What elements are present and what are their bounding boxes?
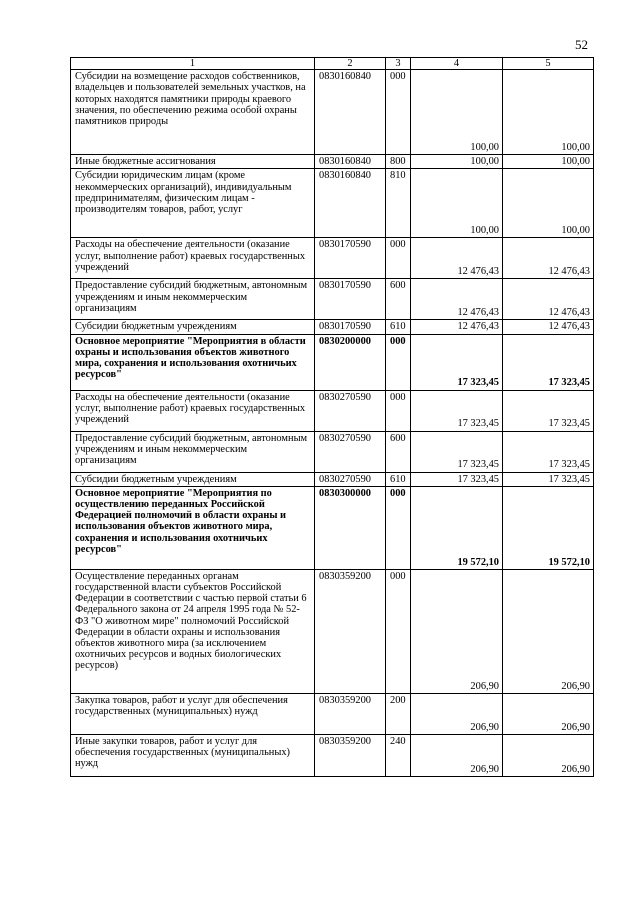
table-row: [71, 320, 594, 334]
column-header: 2: [315, 58, 386, 70]
row-name-cell: Субсидии юридическим лицам (кроме некоммерческих организаций), индивидуальным предпринимателям, физическим лицам - производителям товаров, работ, услуг: [71, 169, 315, 238]
row-amount-cell: 100,00: [411, 70, 503, 155]
row-amount-cell: 17 323,45: [411, 472, 503, 486]
table-row: [71, 279, 594, 320]
row-amount-cell: 17 323,45: [503, 334, 594, 390]
row-amount-cell: 12 476,43: [411, 279, 503, 320]
row-type-cell: 800: [386, 155, 411, 169]
row-code-cell: 0830200000: [315, 334, 386, 390]
table-row: [71, 431, 594, 472]
page-number: 52: [575, 37, 588, 52]
table-row: [71, 155, 594, 169]
row-name-cell: Субсидии бюджетным учреждениям: [71, 472, 315, 486]
table-row: [71, 472, 594, 486]
row-amount-cell: 100,00: [503, 70, 594, 155]
row-amount-cell: 206,90: [503, 734, 594, 776]
table-row: [71, 390, 594, 431]
row-name-cell: Иные закупки товаров, работ и услуг для обеспечения государственных (муниципальных) нужд: [71, 734, 315, 776]
table-row: [71, 334, 594, 390]
table-row: [71, 238, 594, 279]
row-amount-cell: 17 323,45: [411, 431, 503, 472]
row-code-cell: 0830160840: [315, 169, 386, 238]
row-name-cell: Основное мероприятие "Мероприятия по осуществлению переданных Российской Федерацией полномочий в области охраны и использования объектов животного мира, сохранения и использования охотничьих ресурсов": [71, 486, 315, 569]
row-amount-cell: 12 476,43: [411, 238, 503, 279]
row-amount-cell: 12 476,43: [411, 320, 503, 334]
row-amount-cell: 100,00: [503, 155, 594, 169]
row-code-cell: 0830359200: [315, 734, 386, 776]
row-name-cell: Расходы на обеспечение деятельности (оказание услуг, выполнение работ) краевых государственных учреждений: [71, 238, 315, 279]
row-type-cell: 610: [386, 472, 411, 486]
budget-table: [70, 57, 594, 777]
row-type-cell: 000: [386, 70, 411, 155]
row-name-cell: Иные бюджетные ассигнования: [71, 155, 315, 169]
row-amount-cell: 12 476,43: [503, 279, 594, 320]
row-code-cell: 0830270590: [315, 431, 386, 472]
row-type-cell: 000: [386, 569, 411, 693]
row-code-cell: 0830270590: [315, 472, 386, 486]
row-amount-cell: 100,00: [411, 169, 503, 238]
row-name-cell: Субсидии на возмещение расходов собственников, владельцев и пользователей земельных участков, на которых находятся памятники природы краевого значения, по обеспечению режима особой охраны памятников природы: [71, 70, 315, 155]
column-header: 3: [386, 58, 411, 70]
row-amount-cell: 17 323,45: [503, 472, 594, 486]
table-row: [71, 169, 594, 238]
row-code-cell: 0830160840: [315, 70, 386, 155]
row-amount-cell: 12 476,43: [503, 320, 594, 334]
row-type-cell: 000: [386, 238, 411, 279]
row-code-cell: 0830270590: [315, 390, 386, 431]
row-amount-cell: 100,00: [411, 155, 503, 169]
row-name-cell: Субсидии бюджетным учреждениям: [71, 320, 315, 334]
row-amount-cell: 206,90: [411, 569, 503, 693]
table-row: [71, 486, 594, 569]
table-row: [71, 569, 594, 693]
table-header-row: [71, 58, 594, 70]
row-code-cell: 0830170590: [315, 320, 386, 334]
row-amount-cell: 100,00: [503, 169, 594, 238]
row-amount-cell: 206,90: [411, 693, 503, 734]
row-amount-cell: 17 323,45: [503, 390, 594, 431]
row-code-cell: 0830359200: [315, 693, 386, 734]
row-amount-cell: 12 476,43: [503, 238, 594, 279]
row-amount-cell: 19 572,10: [411, 486, 503, 569]
row-name-cell: Закупка товаров, работ и услуг для обеспечения государственных (муниципальных) нужд: [71, 693, 315, 734]
column-header: 5: [503, 58, 594, 70]
row-name-cell: Предоставление субсидий бюджетным, автономным учреждениям и иным некоммерческим организациям: [71, 431, 315, 472]
row-code-cell: 0830359200: [315, 569, 386, 693]
row-code-cell: 0830170590: [315, 279, 386, 320]
row-code-cell: 0830170590: [315, 238, 386, 279]
row-amount-cell: 17 323,45: [411, 334, 503, 390]
row-amount-cell: 19 572,10: [503, 486, 594, 569]
row-type-cell: 240: [386, 734, 411, 776]
row-name-cell: Расходы на обеспечение деятельности (оказание услуг, выполнение работ) краевых государственных учреждений: [71, 390, 315, 431]
row-amount-cell: 206,90: [503, 693, 594, 734]
row-amount-cell: 17 323,45: [503, 431, 594, 472]
row-type-cell: 000: [386, 486, 411, 569]
row-amount-cell: 206,90: [503, 569, 594, 693]
row-name-cell: Осуществление переданных органам государственной власти субъектов Российской Федерации в соответствии с частью первой статьи 6 Федерального закона от 24 апреля 1995 года № 52-ФЗ "О животном мире" полномочий Российской Федерации в области охраны и использования объектов животного мира (за исключением охотничьих ресурсов и водных биологических ресурсов): [71, 569, 315, 693]
row-code-cell: 0830160840: [315, 155, 386, 169]
row-amount-cell: 17 323,45: [411, 390, 503, 431]
row-name-cell: Основное мероприятие "Мероприятия в области охраны и использования объектов животного мира, сохранения и использования охотничьих ресурсов": [71, 334, 315, 390]
table-row: [71, 734, 594, 776]
row-amount-cell: 206,90: [411, 734, 503, 776]
column-header: 1: [71, 58, 315, 70]
column-header: 4: [411, 58, 503, 70]
row-type-cell: 000: [386, 334, 411, 390]
row-type-cell: 610: [386, 320, 411, 334]
row-type-cell: 000: [386, 390, 411, 431]
row-type-cell: 810: [386, 169, 411, 238]
row-name-cell: Предоставление субсидий бюджетным, автономным учреждениям и иным некоммерческим организациям: [71, 279, 315, 320]
table-row: [71, 693, 594, 734]
row-type-cell: 200: [386, 693, 411, 734]
row-type-cell: 600: [386, 431, 411, 472]
row-code-cell: 0830300000: [315, 486, 386, 569]
table-row: [71, 70, 594, 155]
row-type-cell: 600: [386, 279, 411, 320]
